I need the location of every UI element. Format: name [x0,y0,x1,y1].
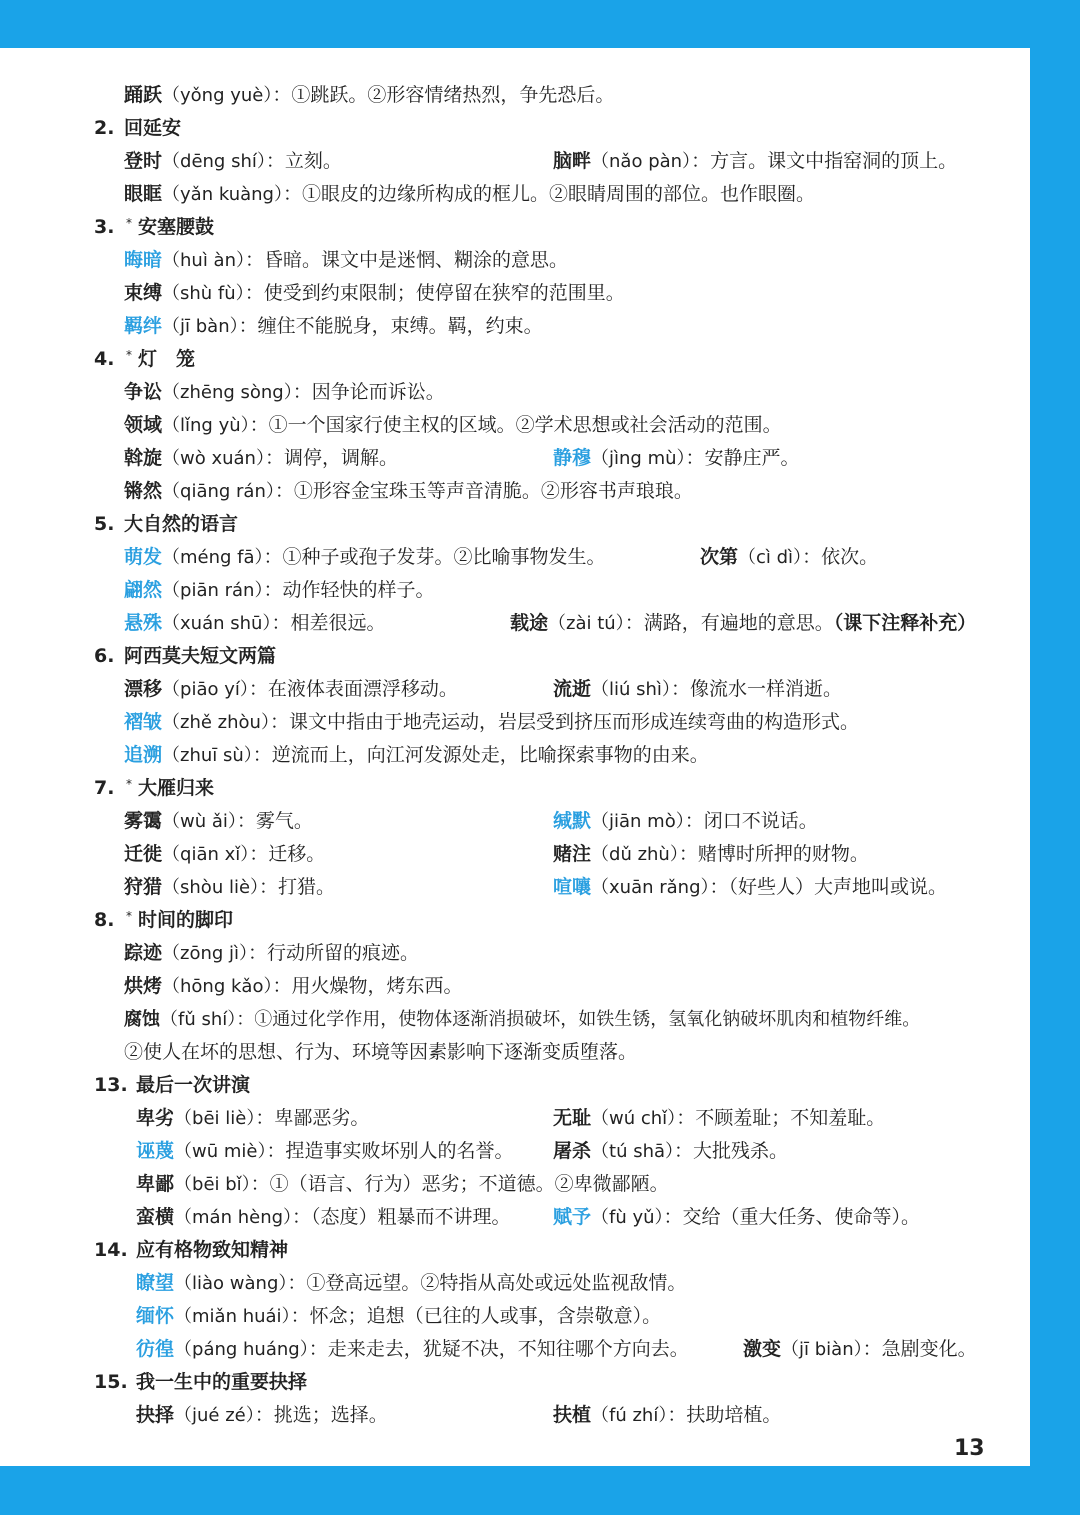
entry [553,871,947,904]
vocab-term: 赋予 [553,1206,592,1228]
vocab-term: 踪迹 [124,942,163,964]
pinyin: （lǐng yù） [162,415,250,436]
definition: ：用火燥物，烤东西。 [272,975,463,997]
pinyin: （yǒng yuè） [162,85,273,106]
bottom-frame-bar [0,1466,1080,1515]
vocab-term: 雾霭 [124,810,163,832]
vocab-term: 登时 [124,150,163,172]
definition: ：①通过化学作用，使物体逐渐消损破坏，如铁生锈，氢氧化钠破坏肌肉和植物纤维。 [236,1009,921,1030]
definition: ：调停，调解。 [264,447,398,469]
pinyin: （zōng jì） [162,943,249,964]
entry [124,607,385,640]
definition: ：急剧变化。 [862,1338,977,1360]
pinyin: （wò xuán） [162,448,265,469]
lesson-title: 我一生中的重要抉择 [136,1371,308,1393]
pinyin: （wù ǎi） [162,811,237,832]
pinyin: （jī biàn） [781,1339,863,1360]
entry [124,145,342,178]
vocab-term: 褶皱 [124,711,163,733]
lesson-number: 14. [94,1239,128,1261]
entry [124,706,859,739]
definition: ②使人在坏的思想、行为、环境等因素影响下逐渐变质堕落。 [124,1041,638,1063]
pinyin: （wú chǐ） [591,1108,677,1129]
pinyin: （nǎo pàn） [591,151,692,172]
lesson-title: 回延安 [124,117,182,139]
definition: ：交给（重大任务、使命等）。 [663,1206,921,1228]
pinyin: （cì dì） [738,547,803,568]
pinyin: （fù yǔ） [591,1207,664,1228]
definition: ：动作轻快的样子。 [263,579,435,601]
pinyin: （bēi bǐ） [174,1174,251,1195]
page-body [0,48,1030,1466]
lesson-title: 时间的脚印 [138,909,234,931]
vocab-term: 追溯 [124,744,163,766]
pinyin: （dǔ zhù） [591,844,679,865]
vocab-term: 迁徙 [124,843,163,865]
vocab-term: 翩然 [124,579,163,601]
vocab-term: 扶植 [553,1404,592,1426]
definition: ：①（语言、行为）恶劣；不道德。②卑微鄙陋。 [250,1173,669,1195]
definition: ：方言。课文中指窑洞的顶上。 [691,150,958,172]
vocab-term: 无耻 [553,1107,592,1129]
lesson-number: 13. [94,1074,128,1096]
entry [124,475,693,508]
pinyin: （liào wàng） [174,1273,288,1294]
definition: ：相差很远。 [271,612,386,634]
pinyin: （zhuī sù） [162,745,253,766]
entry [136,1168,669,1201]
vocab-term: 踊跃 [124,84,163,106]
optional-mark: * [126,216,132,230]
pinyin: （shòu liè） [162,877,260,898]
pinyin: （fǔ shí） [160,1009,237,1030]
definition: ：①形容金宝珠玉等声音清脆。②形容书声琅琅。 [274,480,693,502]
definition: ：走来走去，犹疑不决，不知往哪个方向去。 [308,1338,689,1360]
definition: ：捏造事实败坏别人的名誉。 [266,1140,514,1162]
definition: ：依次。 [802,546,879,568]
entry [553,1201,920,1234]
entry [124,442,398,475]
vocab-term: 悬殊 [124,612,163,634]
vocab-term: 领域 [124,414,163,436]
pinyin: （qiāng rán） [162,481,275,502]
vocab-term: 斡旋 [124,447,163,469]
pinyin: （tú shā） [591,1141,675,1162]
entry [124,739,709,772]
pinyin: （páng huáng） [174,1339,309,1360]
vocab-term: 羁绊 [124,315,163,337]
entry [124,178,815,211]
lesson-title: 大雁归来 [138,777,215,799]
vocab-term: 激变 [743,1338,782,1360]
pinyin: （zài tú） [548,613,625,634]
definition: ：满路，有遍地的意思。 [624,612,834,634]
vocab-term: 蛮横 [136,1206,175,1228]
right-frame-bar [1030,0,1080,1515]
entry [124,937,419,970]
definition: ：使受到约束限制；使停留在狭窄的范围里。 [244,282,625,304]
definition: ：①眼皮的边缘所构成的框儿。②眼睛周围的部位。也作眼圈。 [282,183,815,205]
pinyin: （miǎn huái） [174,1306,291,1327]
entry [700,541,878,574]
entry [136,1333,689,1366]
entry [124,574,434,607]
entry [124,376,445,409]
entry [136,1399,388,1432]
pinyin: （hōng kǎo） [162,976,273,997]
vocab-term: 静穆 [553,447,592,469]
definition: ：（态度）粗暴而不讲理。 [292,1206,511,1228]
entry [136,1135,514,1168]
pinyin: （fú zhí） [591,1405,668,1426]
pinyin: （mán hèng） [174,1207,293,1228]
vocab-term: 次第 [700,546,739,568]
textbook-note: （课下注释补充） [833,612,977,634]
definition: ：逆流而上，向江河发源处走，比喻探索事物的由来。 [252,744,709,766]
entry [124,970,462,1003]
pinyin: （jìng mù） [591,448,686,469]
definition: ：昏暗。课文中是迷惘、糊涂的意思。 [245,249,569,271]
vocab-term: 晦暗 [124,249,163,271]
vocab-term: 缄默 [553,810,592,832]
definition: ：①跳跃。②形容情绪热烈，争先恐后。 [272,84,615,106]
pinyin: （yǎn kuàng） [162,184,283,205]
lesson-number: 6. [94,645,115,667]
definition: ：①登高远望。②特指从高处或远处监视敌情。 [287,1272,687,1294]
entry [136,1102,369,1135]
pinyin: （bēi liè） [174,1108,256,1129]
lesson-title: 阿西莫夫短文两篇 [124,645,277,667]
pinyin: （jī bàn） [162,316,239,337]
definition: ：（好些人）大声地叫或说。 [709,876,948,898]
pinyin: （piāo yí） [162,679,249,700]
vocab-term: 屠杀 [553,1140,592,1162]
lesson-title: 最后一次讲演 [136,1074,251,1096]
vocab-term: 卑鄙 [136,1173,175,1195]
definition: ：像流水一样消逝。 [670,678,842,700]
vocab-term: 脑畔 [553,150,592,172]
entry [124,79,614,112]
definition: ：大批残杀。 [674,1140,789,1162]
vocab-term: 诬蔑 [136,1140,175,1162]
lesson-number: 4. [94,348,115,370]
definition: ：①一个国家行使主权的区域。②学术思想或社会活动的范围。 [249,414,782,436]
vocab-term: 锵然 [124,480,163,502]
vocab-term: 狩猎 [124,876,163,898]
vocab-term: 喧嚷 [553,876,592,898]
entry [124,277,625,310]
entry [136,1300,661,1333]
entry [553,145,957,178]
entry [124,409,782,442]
entry [510,607,976,640]
lesson-number: 2. [94,117,115,139]
lesson-title: 大自然的语言 [124,513,239,535]
definition: ：不顾羞耻；不知羞耻。 [676,1107,886,1129]
lesson-number: 15. [94,1371,128,1393]
pinyin: （dēng shí） [162,151,266,172]
entry [743,1333,977,1366]
definition: ：闭口不说话。 [684,810,818,832]
vocab-term: 载途 [510,612,549,634]
entry [136,1201,511,1234]
pinyin: （méng fā） [162,547,264,568]
pinyin: （huì àn） [162,250,245,271]
vocab-term: 抉择 [136,1404,175,1426]
vocab-term: 卑劣 [136,1107,175,1129]
definition: ：因争论而诉讼。 [292,381,445,403]
entry [124,838,325,871]
definition: ：扶助培植。 [667,1404,782,1426]
vocab-term: 漂移 [124,678,163,700]
vocab-term: 腐蚀 [124,1009,160,1030]
vocab-term: 缅怀 [136,1305,175,1327]
optional-mark: * [126,348,132,362]
definition: ：缠住不能脱身，束缚。羁，约束。 [238,315,543,337]
vocab-term: 赌注 [553,843,592,865]
definition: ：立刻。 [265,150,342,172]
definition: ：挑选；选择。 [254,1404,388,1426]
lesson-title: 应有格物致知精神 [136,1239,289,1261]
vocab-term: 烘烤 [124,975,163,997]
entry [124,1036,637,1069]
vocab-term: 流逝 [553,678,592,700]
entry [124,871,335,904]
lesson-number: 7. [94,777,115,799]
pinyin: （wū miè） [174,1141,267,1162]
pinyin: （jiān mò） [591,811,685,832]
vocab-term: 争讼 [124,381,163,403]
pinyin: （jué zé） [174,1405,255,1426]
definition: ：雾气。 [236,810,313,832]
entry [124,805,313,838]
entry [553,1399,781,1432]
optional-mark: * [126,909,132,923]
definition: ：课文中指由于地壳运动，岩层受到挤压而形成连续弯曲的构造形式。 [269,711,859,733]
vocab-term: 萌发 [124,546,163,568]
pinyin: （zhě zhòu） [162,712,270,733]
pinyin: （shù fù） [162,283,245,304]
entry [553,673,842,706]
definition: ：安静庄严。 [685,447,800,469]
lesson-title: 安塞腰鼓 [138,216,215,238]
vocab-term: 彷徨 [136,1338,175,1360]
lesson-title: 灯 笼 [138,348,196,370]
definition: ：怀念；追想（已往的人或事，含崇敬意）。 [290,1305,662,1327]
entry [553,838,869,871]
definition: ：迁移。 [249,843,326,865]
definition: ：打猎。 [259,876,336,898]
entry [136,1267,686,1300]
entry [124,673,458,706]
entry [553,1135,788,1168]
entry [124,541,606,574]
pinyin: （xuán shū） [162,613,272,634]
entry [124,244,568,277]
definition: ：在液体表面漂浮移动。 [248,678,458,700]
definition: ：行动所留的痕迹。 [248,942,420,964]
optional-mark: * [126,777,132,791]
definition: ：卑鄙恶劣。 [255,1107,370,1129]
lesson-number: 5. [94,513,115,535]
entry [553,805,818,838]
pinyin: （xuān rǎng） [591,877,710,898]
pinyin: （qiān xǐ） [162,844,250,865]
pinyin: （zhēng sòng） [162,382,293,403]
top-frame-bar [0,0,1080,48]
entry [124,1003,920,1036]
entry [553,442,800,475]
vocab-term: 眼眶 [124,183,163,205]
page-number: 13 [954,1436,985,1461]
vocab-term: 束缚 [124,282,163,304]
lesson-number: 8. [94,909,115,931]
entry [124,310,543,343]
definition: ：赌博时所押的财物。 [678,843,869,865]
pinyin: （liú shì） [591,679,671,700]
vocab-term: 瞭望 [136,1272,175,1294]
lesson-number: 3. [94,216,115,238]
entry [553,1102,885,1135]
pinyin: （piān rán） [162,580,264,601]
definition: ：①种子或孢子发芽。②比喻事物发生。 [263,546,606,568]
